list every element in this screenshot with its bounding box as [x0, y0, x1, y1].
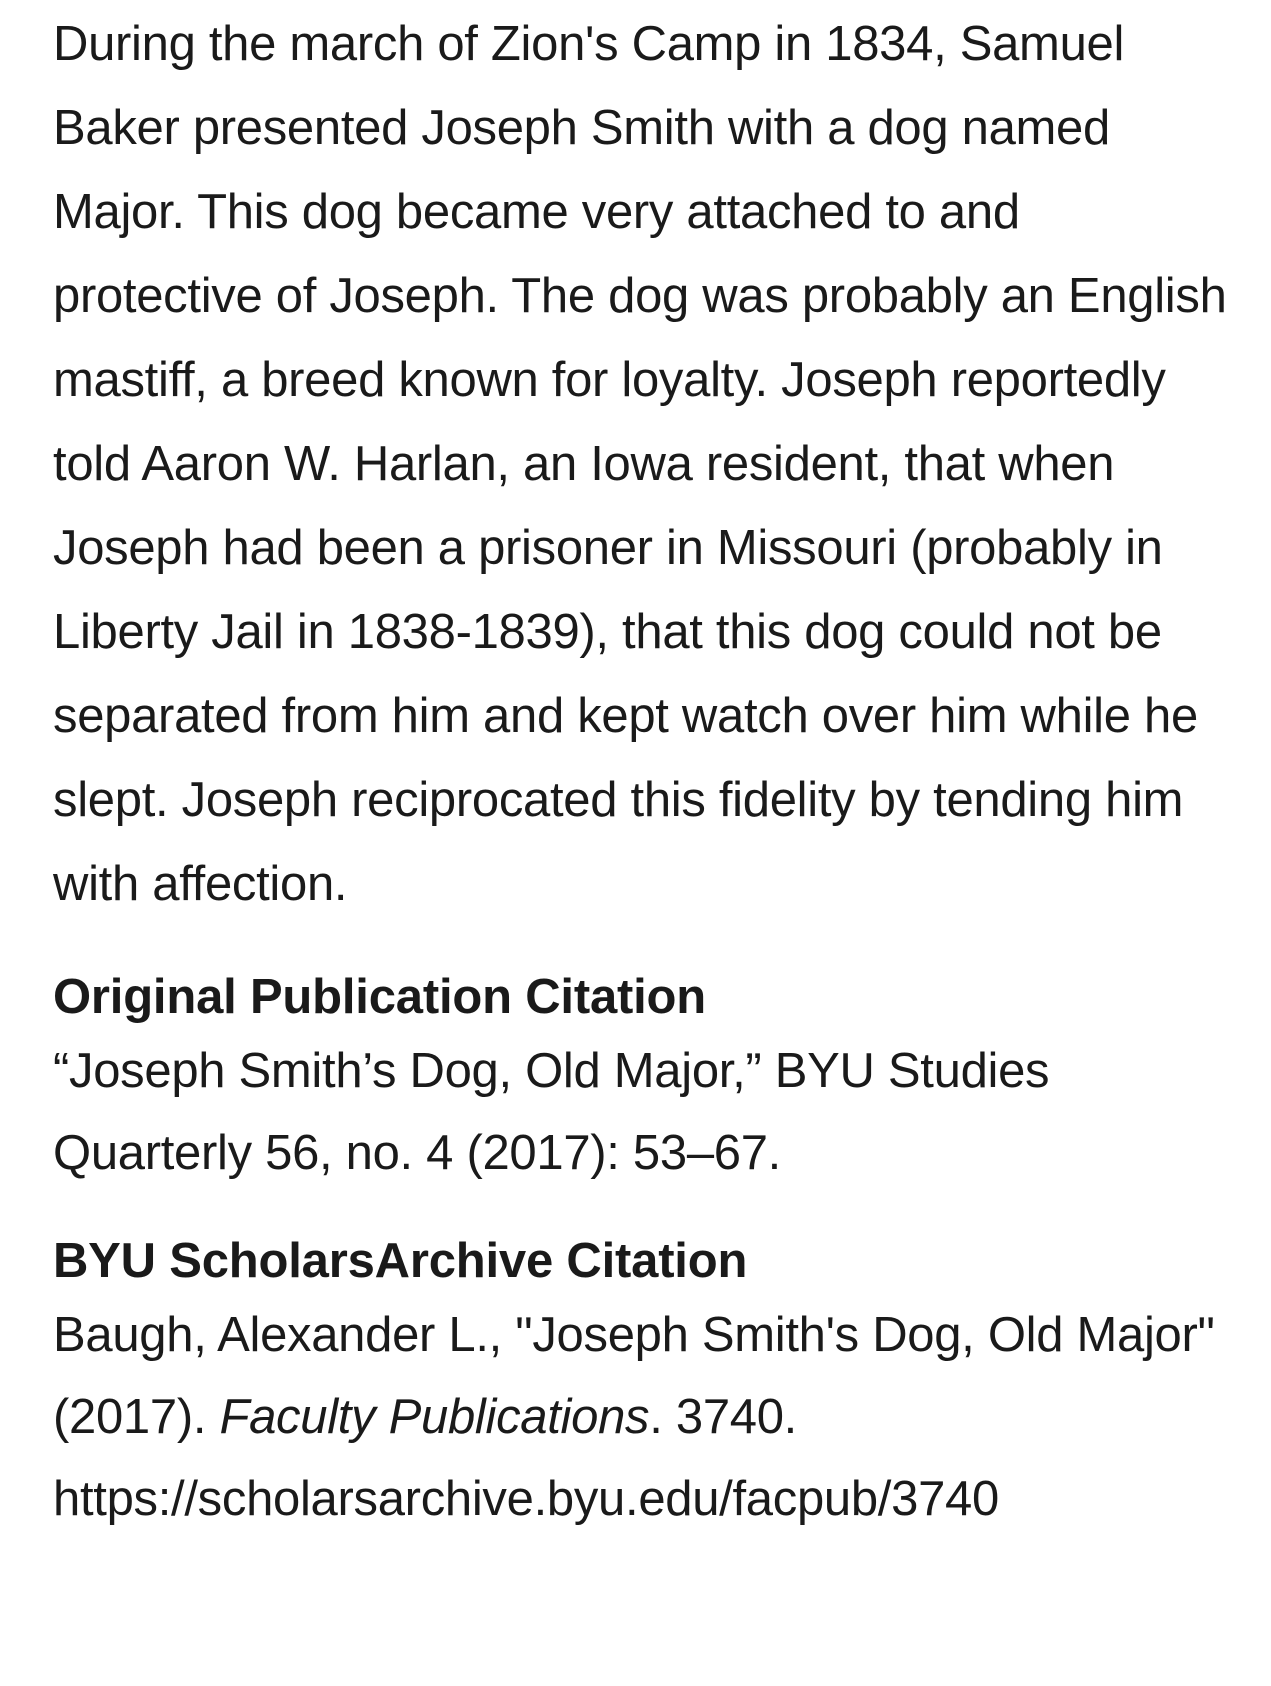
citation-lead: Baugh, Alexander L., "Joseph Smith's Dog, Old Major" (2017).: [53, 1308, 1215, 1444]
scholarsarchive-citation-text: [53, 1294, 1231, 1540]
citation-url-link[interactable]: https://scholarsarchive.byu.edu/facpub/3740: [53, 1472, 999, 1526]
citation-series: Faculty Publications: [219, 1390, 650, 1444]
citation-number: . 3740.: [649, 1390, 797, 1444]
original-citation-heading: Original Publication Citation: [53, 970, 706, 1024]
scholarsarchive-citation-section: [53, 1228, 1231, 1540]
scholarsarchive-citation-heading: BYU ScholarsArchive Citation: [53, 1234, 748, 1288]
original-citation-section: [53, 964, 1231, 1194]
original-citation-text: “Joseph Smith’s Dog, Old Major,” BYU Studies Quarterly 56, no. 4 (2017): 53–67.: [53, 1044, 1050, 1180]
abstract-paragraph: During the march of Zion's Camp in 1834, Samuel Baker presented Joseph Smith with a dog named Major. This dog became very attached to and protective of Joseph. The dog was probably an English mastiff, a breed known for loyalty. Joseph reportedly told Aaron W. Harlan, an Iowa resident, that when Joseph had been a prisoner in Missouri (probably in Liberty Jail in 1838-1839), that this dog could not be separated from him and kept watch over him while he slept. Joseph reciprocated this fidelity by tending him with affection.: [53, 17, 1227, 911]
